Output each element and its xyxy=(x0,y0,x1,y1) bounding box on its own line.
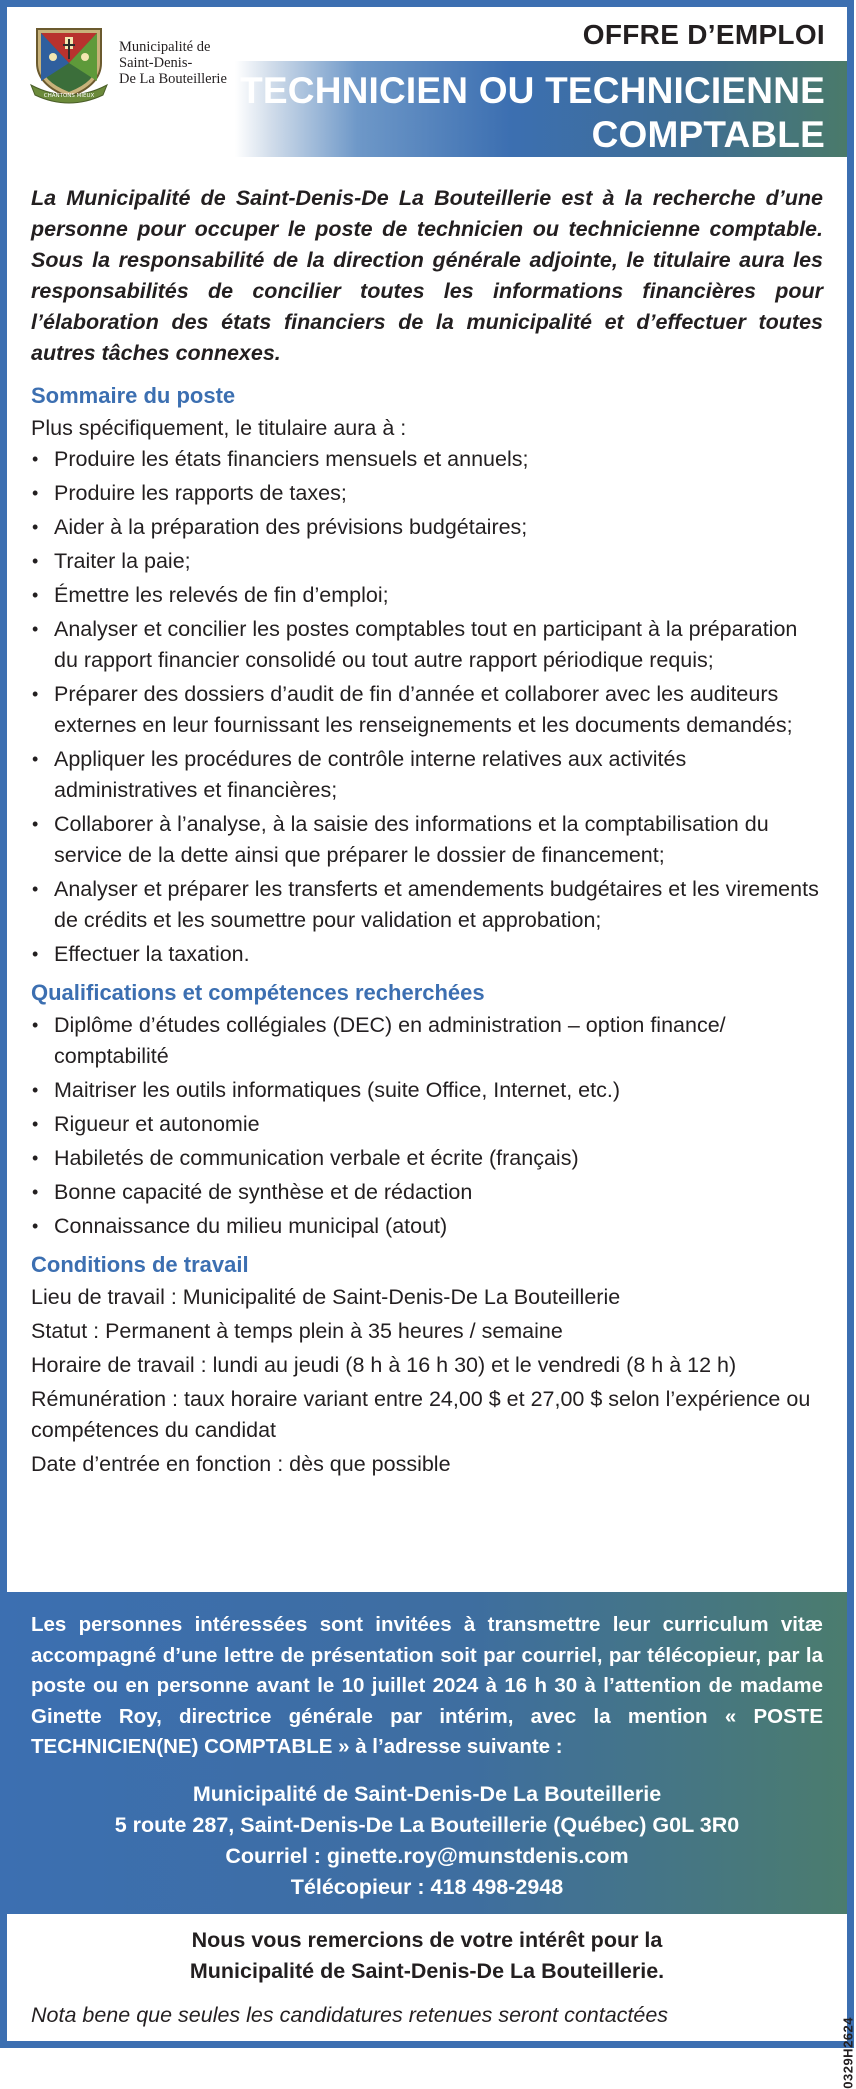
list-item-text: Émettre les relevés de fin d’emploi; xyxy=(54,583,389,607)
list-item-text: Habiletés de communication verbale et écrite (français) xyxy=(54,1146,579,1170)
offre-label: OFFRE D’EMPLOI xyxy=(582,19,825,50)
list-item xyxy=(31,874,823,936)
list-item xyxy=(31,1143,823,1174)
thank-you-message xyxy=(7,1925,847,1987)
bullet-icon: • xyxy=(32,619,39,639)
list-item-text: Aider à la préparation des prévisions budgétaires; xyxy=(54,515,528,539)
list-item xyxy=(31,444,823,475)
bullet-icon: • xyxy=(32,684,39,704)
list-item xyxy=(31,546,823,577)
title-band xyxy=(235,61,847,157)
municipality-logo xyxy=(27,23,227,105)
bullet-icon: • xyxy=(32,585,39,605)
reference-code: 0329H2624 xyxy=(841,2017,856,2089)
condition-line: Rémunération : taux horaire variant entre 24,00 $ et 27,00 $ selon l’expérience ou compétences du candidat xyxy=(31,1387,811,1442)
logo-ribbon-text: CHANTONS MIEUX xyxy=(43,93,95,99)
sommaire-lead: Plus spécifiquement, le titulaire aura à : xyxy=(31,416,407,440)
list-item xyxy=(31,939,823,970)
main-content xyxy=(7,147,847,1480)
application-text: Les personnes intéressées sont invitées à transmettre leur curriculum vitæ accompagné d’une lettre de présentation soit par courriel, par télécopieur, par la poste ou en personne avant le 10 juillet 2024 à 16 h 30 à l’attention de madame Ginette Roy, directrice générale par intérim, avec la mention « POSTE TECHNICIEN(NE) COMPTABLE » à l’adresse suivante : xyxy=(31,1613,823,1758)
bullet-icon: • xyxy=(32,1148,39,1168)
list-item-text: Effectuer la taxation. xyxy=(54,942,250,966)
intro-paragraph: La Municipalité de Saint-Denis-De La Bouteillerie est à la recherche d’une personne pour occuper le poste de technicien ou technicienne comptable. Sous la responsabilité de la direction générale adjointe, le titulaire aura les responsabilités de concilier toutes les informations financières pour l’élaboration des états financiers de la municipalité et d’effectuer toutes autres tâches connexes. xyxy=(31,186,823,365)
condition-line: Lieu de travail : Municipalité de Saint-Denis-De La Bouteillerie xyxy=(31,1285,621,1309)
bullet-icon: • xyxy=(32,517,39,537)
bullet-icon: • xyxy=(32,1015,39,1035)
list-item-text: Analyser et préparer les transferts et amendements budgétaires et les virements de crédits et les soumettre pour validation et approbation; xyxy=(54,877,819,932)
job-title-line: TECHNICIEN OU TECHNICIENNE xyxy=(240,70,825,111)
bullet-icon: • xyxy=(32,1080,39,1100)
email-line: Courriel : ginette.roy@munstdenis.com xyxy=(225,1843,629,1868)
bullet-icon: • xyxy=(32,449,39,469)
bullet-icon: • xyxy=(32,749,39,769)
header xyxy=(7,7,847,155)
thank-you-line: Nous vous remercions de votre intérêt pour la xyxy=(191,1928,663,1952)
list-item-text: Préparer des dossiers d’audit de fin d’année et collaborer avec les auditeurs externes en leur fournissant les renseignements et les documents demandés; xyxy=(54,682,793,737)
contact-address xyxy=(31,1779,823,1903)
list-item xyxy=(31,744,823,806)
org-name xyxy=(119,39,227,87)
condition-line: Date d’entrée en fonction : dès que possible xyxy=(31,1452,451,1476)
bullet-icon: • xyxy=(32,1182,39,1202)
nota-bene: Nota bene que seules les candidatures retenues seront contactées xyxy=(31,2003,669,2027)
list-item-text: Produire les rapports de taxes; xyxy=(54,481,347,505)
list-item-text: Maitriser les outils informatiques (suite Office, Internet, etc.) xyxy=(54,1078,620,1102)
list-item xyxy=(31,512,823,543)
list-item-text: Produire les états financiers mensuels et annuels; xyxy=(54,447,529,471)
org-name-line: Municipalité de xyxy=(119,39,211,55)
job-title xyxy=(240,69,825,157)
list-item xyxy=(31,478,823,509)
list-item-text: Rigueur et autonomie xyxy=(54,1112,260,1136)
list-item xyxy=(31,614,823,676)
list-item xyxy=(31,679,823,741)
address-line: 5 route 287, Saint-Denis-De La Bouteillerie (Québec) G0L 3R0 xyxy=(114,1812,740,1837)
list-item xyxy=(31,1177,823,1208)
org-name-line: Saint-Denis- xyxy=(119,55,193,71)
list-item-text: Appliquer les procédures de contrôle interne relatives aux activités administratives et financières; xyxy=(54,747,687,802)
list-item-text: Bonne capacité de synthèse et de rédaction xyxy=(54,1180,473,1204)
list-item-text: Traiter la paie; xyxy=(54,549,191,573)
section-title-conditions: Conditions de travail xyxy=(31,1252,249,1277)
fax-line: Télécopieur : 418 498-2948 xyxy=(290,1874,564,1899)
bullet-icon: • xyxy=(32,944,39,964)
section-title-sommaire: Sommaire du poste xyxy=(31,383,236,408)
org-name-line: De La Bouteillerie xyxy=(119,71,227,87)
list-item xyxy=(31,809,823,871)
list-item xyxy=(31,1010,823,1072)
condition-line: Horaire de travail : lundi au jeudi (8 h à 16 h 30) et le vendredi (8 h à 12 h) xyxy=(31,1353,737,1377)
list-item-text: Analyser et concilier les postes comptables tout en participant à la préparation du rapport financier consolidé ou tout autre rapport périodique requis; xyxy=(54,617,798,672)
list-item xyxy=(31,580,823,611)
list-item xyxy=(31,1075,823,1106)
condition-line: Statut : Permanent à temps plein à 35 heures / semaine xyxy=(31,1319,563,1343)
list-item-text: Connaissance du milieu municipal (atout) xyxy=(54,1214,448,1238)
list-item xyxy=(31,1211,823,1242)
qualifications-list xyxy=(31,1010,823,1242)
section-title-qualifications: Qualifications et compétences recherchées xyxy=(31,980,485,1005)
bullet-icon: • xyxy=(32,814,39,834)
application-instructions xyxy=(7,1592,847,1914)
bullet-icon: • xyxy=(32,1216,39,1236)
bullet-icon: • xyxy=(32,879,39,899)
coat-of-arms-icon xyxy=(27,23,111,105)
address-line: Municipalité de Saint-Denis-De La Bouteillerie xyxy=(192,1781,662,1806)
bullet-icon: • xyxy=(32,483,39,503)
list-item xyxy=(31,1109,823,1140)
sommaire-list xyxy=(31,444,823,970)
bullet-icon: • xyxy=(32,551,39,571)
bullet-icon: • xyxy=(32,1114,39,1134)
list-item-text: Collaborer à l’analyse, à la saisie des informations et la comptabilisation du service de la dette ainsi que préparer le dossier de financement; xyxy=(54,812,769,867)
thank-you-line: Municipalité de Saint-Denis-De La Bouteillerie. xyxy=(189,1959,665,1983)
list-item-text: Diplôme d’études collégiales (DEC) en administration – option finance/ comptabilité xyxy=(54,1013,726,1068)
job-title-line: COMPTABLE xyxy=(591,114,825,155)
